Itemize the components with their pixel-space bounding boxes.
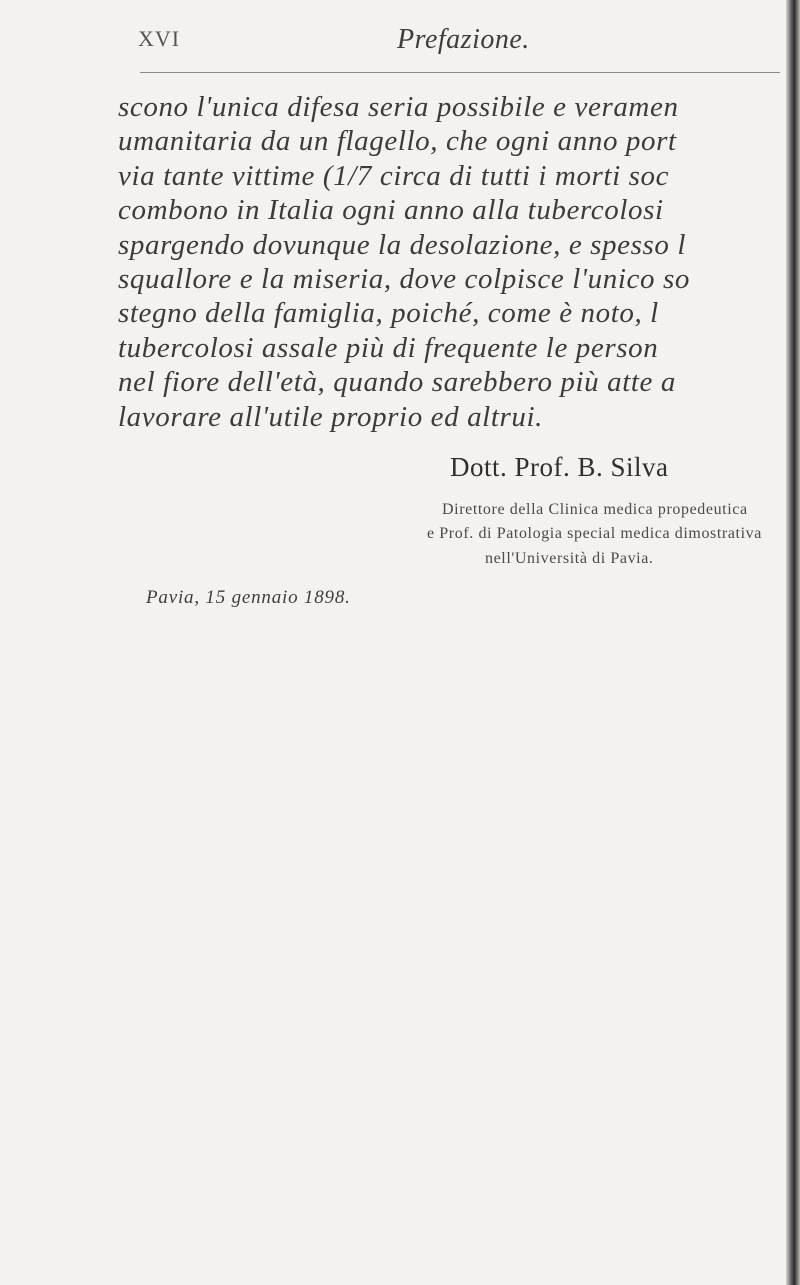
body-line: nel fiore dell'età, quando sarebbero più atte a	[118, 366, 676, 399]
page-header	[138, 26, 758, 66]
header-rule	[140, 72, 780, 73]
signature-affiliation-line: e Prof. di Patologia special medica dimostrativa	[427, 525, 762, 542]
body-line: stegno della famiglia, poiché, come è noto, l	[118, 297, 659, 330]
place-and-date: Pavia, 15 gennaio 1898.	[146, 587, 351, 608]
body-paragraph	[118, 90, 790, 434]
body-line: umanitaria da un flagello, che ogni anno port	[118, 125, 677, 158]
page-edge-shadow	[786, 0, 800, 1285]
body-line: squallore e la miseria, dove colpisce l'unico so	[118, 262, 690, 295]
body-line: scono l'unica difesa seria possibile e veramen	[118, 91, 679, 123]
body-line: combono in Italia ogni anno alla tubercolosi	[118, 194, 664, 227]
body-line: spargendo dovunque la desolazione, e spesso l	[118, 228, 687, 261]
signature-name: Dott. Prof. B. Silva	[450, 452, 669, 482]
body-line: tubercolosi assale più di frequente le person	[118, 331, 659, 364]
page-number: XVI	[138, 26, 181, 51]
signature-affiliation-line: Direttore della Clinica medica propedeutica	[442, 501, 748, 518]
body-line: lavorare all'utile proprio ed altrui.	[118, 400, 543, 433]
body-line: via tante vittime (1/7 circa di tutti i morti soc	[118, 159, 670, 192]
running-title: Prefazione.	[397, 24, 530, 55]
signature-affiliation-line: nell'Università di Pavia.	[485, 550, 654, 567]
